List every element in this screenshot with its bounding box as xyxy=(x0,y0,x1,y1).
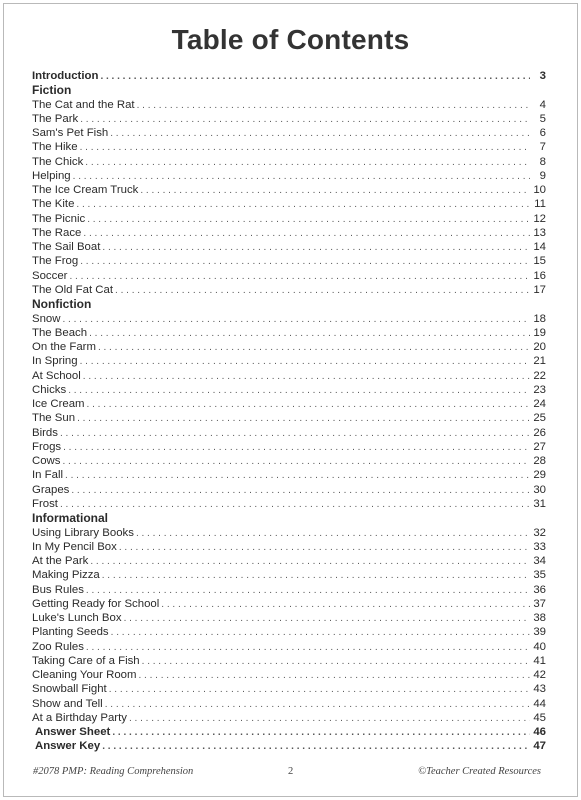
footer-book-title: #2078 PMP: Reading Comprehension xyxy=(33,766,194,777)
dot-leader xyxy=(80,355,530,369)
toc-entry-page: 10 xyxy=(533,184,546,197)
toc-entry[interactable] xyxy=(32,611,546,625)
dot-leader xyxy=(71,484,530,498)
toc-entry-page: 27 xyxy=(533,440,546,453)
dot-leader xyxy=(140,184,530,198)
toc-entry-label: The Sail Boat xyxy=(32,241,101,254)
toc-entry-label: Sam's Pet Fish xyxy=(32,127,109,140)
toc-entry-label: The Ice Cream Truck xyxy=(32,184,139,197)
toc-entry-page: 34 xyxy=(533,555,546,568)
toc-entry-page: 20 xyxy=(533,341,546,354)
dot-leader xyxy=(102,740,530,754)
dot-leader xyxy=(112,726,530,740)
toc-entry-label: Frogs xyxy=(32,440,62,453)
toc-entry-label: Answer Key xyxy=(35,740,101,753)
toc-entry[interactable] xyxy=(32,197,546,211)
toc-entry-page: 22 xyxy=(533,369,546,382)
toc-entry-label: In Spring xyxy=(32,355,78,368)
toc-entry-label: The Park xyxy=(32,112,79,125)
toc-entry-page: 33 xyxy=(533,540,546,553)
toc-entry-page: 36 xyxy=(533,583,546,596)
toc-entry-label: The Chick xyxy=(32,155,84,168)
toc-entry-label: Luke's Lunch Box xyxy=(32,612,122,625)
toc-entry-label: Snowball Fight xyxy=(32,683,107,696)
toc-entry-label: The Sun xyxy=(32,412,76,425)
toc-entry[interactable] xyxy=(32,426,546,440)
toc-entry[interactable] xyxy=(32,340,546,354)
dot-leader xyxy=(80,141,530,155)
toc-entry[interactable] xyxy=(32,440,546,454)
toc-entry[interactable] xyxy=(32,597,546,611)
toc-entry-page: 28 xyxy=(533,455,546,468)
dot-leader xyxy=(137,99,530,113)
toc-entry[interactable] xyxy=(32,454,546,468)
toc-entry-label: Snow xyxy=(32,312,61,325)
toc-entry[interactable] xyxy=(32,212,546,226)
fiction-list xyxy=(32,98,546,298)
toc-entry-label: Frost xyxy=(32,497,58,510)
dot-leader xyxy=(69,270,530,284)
toc-entry[interactable] xyxy=(32,697,546,711)
dot-leader xyxy=(83,227,530,241)
toc-entry-label: Planting Seeds xyxy=(32,626,109,639)
dot-leader xyxy=(63,313,531,327)
toc-entry-label: In My Pencil Box xyxy=(32,540,117,553)
toc-entry-page: 43 xyxy=(533,683,546,696)
toc-entry[interactable] xyxy=(32,682,546,696)
table-of-contents xyxy=(32,69,546,754)
toc-entry-page: 15 xyxy=(533,255,546,268)
toc-entry-label: Helping xyxy=(32,169,71,182)
toc-entry-label: The Picnic xyxy=(32,212,86,225)
toc-entry[interactable] xyxy=(32,169,546,183)
dot-leader xyxy=(111,626,530,640)
section-heading-fiction: Fiction xyxy=(32,83,72,98)
dot-leader xyxy=(86,641,530,655)
toc-entry[interactable] xyxy=(32,112,546,126)
toc-entry-label: Making Pizza xyxy=(32,569,100,582)
toc-entry-page: 31 xyxy=(533,497,546,510)
toc-entry-answer-sheet[interactable] xyxy=(32,725,546,739)
toc-entry-page: 40 xyxy=(533,640,546,653)
dot-leader xyxy=(89,327,530,341)
dot-leader xyxy=(87,213,530,227)
toc-entry[interactable] xyxy=(32,383,546,397)
toc-entry-label: At the Park xyxy=(32,555,89,568)
toc-entry-label: The Race xyxy=(32,226,82,239)
toc-entry[interactable] xyxy=(32,668,546,682)
toc-entry-page: 32 xyxy=(533,526,546,539)
toc-entry-page: 41 xyxy=(533,654,546,667)
section-heading-nonfiction: Nonfiction xyxy=(32,297,92,312)
dot-leader xyxy=(68,384,530,398)
toc-entry-page: 30 xyxy=(533,483,546,496)
toc-entry[interactable] xyxy=(32,369,546,383)
toc-entry-introduction[interactable] xyxy=(32,69,546,83)
toc-entry-page: 7 xyxy=(539,141,546,154)
toc-entry[interactable] xyxy=(32,711,546,725)
dot-leader xyxy=(142,655,530,669)
toc-entry[interactable] xyxy=(32,411,546,425)
toc-entry-label: Zoo Rules xyxy=(32,640,84,653)
footer-page-number: 2 xyxy=(288,766,294,777)
dot-leader xyxy=(86,584,530,598)
toc-entry-page: 8 xyxy=(539,155,546,168)
toc-entry-page: 39 xyxy=(533,626,546,639)
toc-entry-label: Chicks xyxy=(32,383,67,396)
toc-entry[interactable] xyxy=(32,483,546,497)
toc-entry-label: Getting Ready for School xyxy=(32,597,160,610)
toc-entry-page: 24 xyxy=(533,398,546,411)
toc-entry[interactable] xyxy=(32,583,546,597)
toc-entry-label: Birds xyxy=(32,426,58,439)
toc-entry-label: On the Farm xyxy=(32,341,96,354)
toc-entry-label: The Hike xyxy=(32,141,78,154)
dot-leader xyxy=(138,669,530,683)
toc-entry[interactable] xyxy=(32,140,546,154)
toc-entry-page: 17 xyxy=(533,283,546,296)
dot-leader xyxy=(60,498,530,512)
dot-leader xyxy=(115,284,530,298)
toc-entry-label: Introduction xyxy=(32,70,99,82)
toc-entry-page: 18 xyxy=(533,312,546,325)
dot-leader xyxy=(76,198,530,212)
dot-leader xyxy=(80,255,530,269)
toc-entry-page: 11 xyxy=(534,198,546,211)
toc-entry[interactable] xyxy=(32,183,546,197)
toc-entry-label: Grapes xyxy=(32,483,70,496)
dot-leader xyxy=(80,113,530,127)
dot-leader xyxy=(129,712,530,726)
toc-entry-label: The Beach xyxy=(32,326,88,339)
toc-entry-page: 23 xyxy=(533,383,546,396)
toc-entry-label: The Kite xyxy=(32,198,75,211)
toc-entry-page: 42 xyxy=(533,669,546,682)
toc-entry-label: Bus Rules xyxy=(32,583,84,596)
dot-leader xyxy=(98,341,530,355)
dot-leader xyxy=(77,412,530,426)
toc-entry-label: Cleaning Your Room xyxy=(32,669,137,682)
dot-leader xyxy=(73,170,530,184)
dot-leader xyxy=(119,541,530,555)
dot-leader xyxy=(102,241,530,255)
dot-leader xyxy=(60,427,530,441)
dot-leader xyxy=(102,569,530,583)
toc-entry-page: 45 xyxy=(533,711,546,724)
toc-entry[interactable] xyxy=(32,326,546,340)
toc-entry[interactable] xyxy=(32,640,546,654)
toc-entry-label: Soccer xyxy=(32,269,68,282)
toc-entry-label: Show and Tell xyxy=(32,697,103,710)
toc-entry-page: 35 xyxy=(533,569,546,582)
dot-leader xyxy=(65,469,530,483)
toc-entry-page: 12 xyxy=(533,212,546,225)
footer-copyright: ©Teacher Created Resources xyxy=(418,766,541,777)
dot-leader xyxy=(136,527,530,541)
toc-entry-page: 44 xyxy=(533,697,546,710)
toc-entry-page: 16 xyxy=(533,269,546,282)
toc-entry[interactable] xyxy=(32,240,546,254)
toc-entry-page: 21 xyxy=(533,355,546,368)
toc-entry-page: 25 xyxy=(533,412,546,425)
toc-entry-page: 29 xyxy=(533,469,546,482)
dot-leader xyxy=(90,555,530,569)
toc-entry-page: 46 xyxy=(533,726,546,739)
toc-entry-label: Cows xyxy=(32,455,61,468)
toc-entry-label: Answer Sheet xyxy=(35,726,111,739)
dot-leader xyxy=(62,455,530,469)
toc-entry-label: Ice Cream xyxy=(32,398,85,411)
toc-entry-page: 26 xyxy=(533,426,546,439)
toc-entry[interactable] xyxy=(32,226,546,240)
toc-entry[interactable] xyxy=(32,654,546,668)
dot-leader xyxy=(105,698,530,712)
toc-entry[interactable] xyxy=(32,269,546,283)
toc-entry[interactable] xyxy=(32,625,546,639)
informational-list xyxy=(32,526,546,726)
toc-entry[interactable] xyxy=(32,397,546,411)
dot-leader xyxy=(63,441,530,455)
toc-entry-page: 38 xyxy=(533,612,546,625)
toc-entry-page: 5 xyxy=(539,112,546,125)
nonfiction-list xyxy=(32,312,546,512)
toc-entry-page: 9 xyxy=(539,169,546,182)
toc-entry-page: 37 xyxy=(533,597,546,610)
toc-entry-page: 3 xyxy=(539,70,546,82)
toc-entry[interactable] xyxy=(32,254,546,268)
toc-entry-page: 19 xyxy=(533,326,546,339)
toc-entry[interactable] xyxy=(32,526,546,540)
toc-entry[interactable] xyxy=(32,497,546,511)
section-heading-informational: Informational xyxy=(32,511,109,526)
dot-leader xyxy=(109,683,530,697)
toc-entry[interactable] xyxy=(32,468,546,482)
toc-entry[interactable] xyxy=(32,354,546,368)
dot-leader xyxy=(85,156,530,170)
toc-entry[interactable] xyxy=(32,540,546,554)
dot-leader xyxy=(161,598,530,612)
toc-entry[interactable] xyxy=(32,554,546,568)
toc-entry[interactable] xyxy=(32,283,546,297)
toc-entry[interactable] xyxy=(32,98,546,112)
dot-leader xyxy=(87,398,530,412)
dot-leader xyxy=(83,370,530,384)
toc-entry-label: At a Birthday Party xyxy=(32,711,127,724)
dot-leader xyxy=(100,70,530,84)
toc-entry-label: Taking Care of a Fish xyxy=(32,654,140,667)
toc-entry-page: 14 xyxy=(533,241,546,254)
toc-entry[interactable] xyxy=(32,568,546,582)
toc-entry-label: Using Library Books xyxy=(32,526,134,539)
toc-entry-page: 4 xyxy=(539,98,546,111)
toc-entry-label: At School xyxy=(32,369,81,382)
toc-entry-answer-key[interactable] xyxy=(32,739,546,753)
toc-entry-label: The Frog xyxy=(32,255,79,268)
toc-entry-label: The Old Fat Cat xyxy=(32,283,114,296)
toc-entry-label: The Cat and the Rat xyxy=(32,98,135,111)
dot-leader xyxy=(124,612,530,626)
toc-entry[interactable] xyxy=(32,126,546,140)
toc-entry-label: In Fall xyxy=(32,469,64,482)
toc-entry[interactable] xyxy=(32,155,546,169)
toc-entry[interactable] xyxy=(32,312,546,326)
toc-entry-page: 47 xyxy=(533,740,546,753)
dot-leader xyxy=(110,127,530,141)
toc-entry-page: 13 xyxy=(533,226,546,239)
page-title: Table of Contents xyxy=(171,24,410,55)
toc-entry-page: 6 xyxy=(539,127,546,140)
